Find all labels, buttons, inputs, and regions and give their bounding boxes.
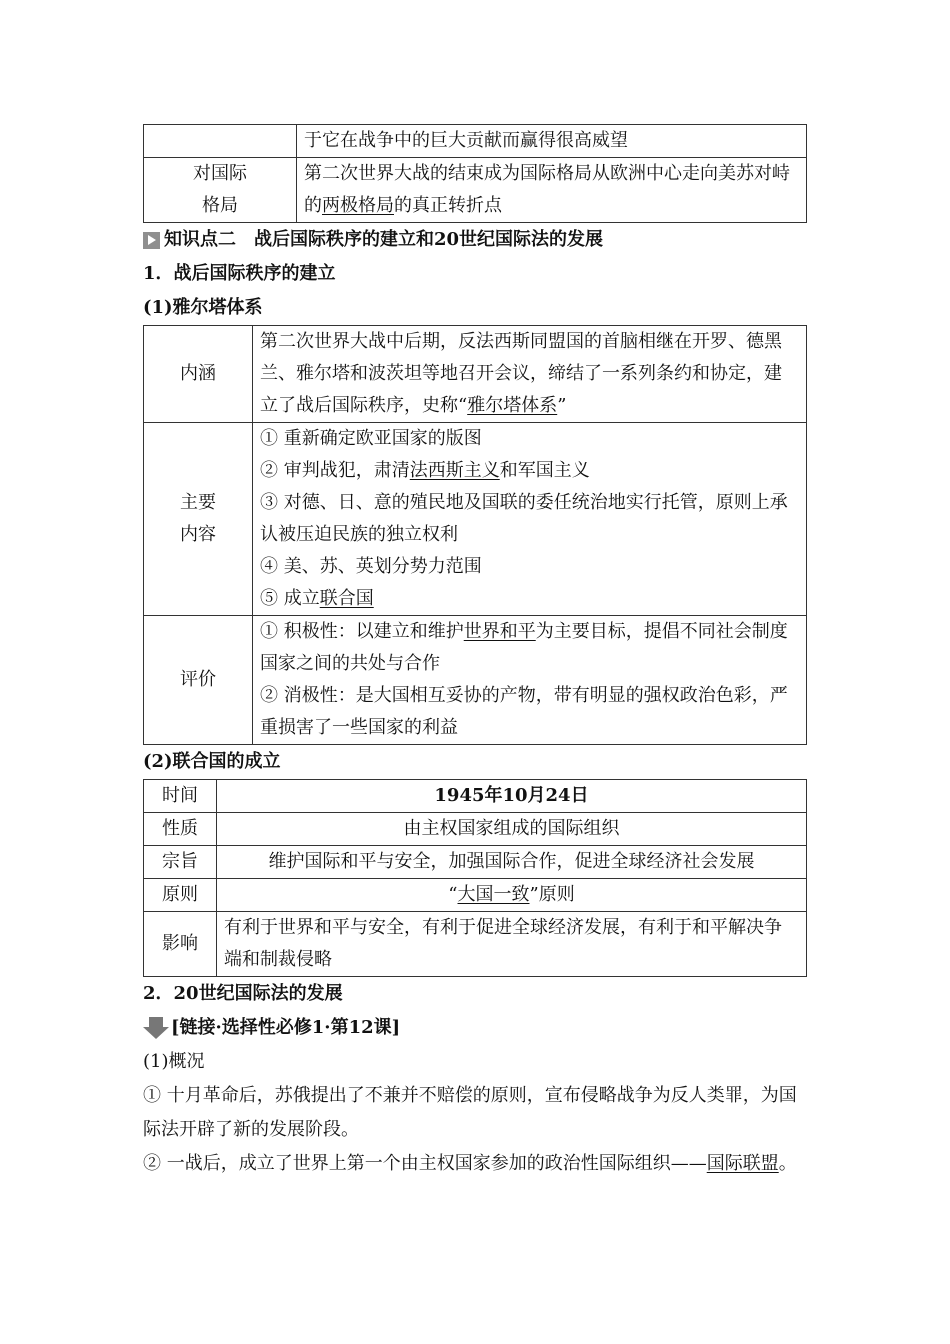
text: 和军国主义 bbox=[499, 460, 590, 481]
table-row bbox=[144, 780, 807, 813]
table-content-cell: 维护国际和平与安全，加强国际合作，促进全球经济社会发展 bbox=[217, 846, 807, 879]
list-item bbox=[260, 583, 799, 615]
knowledge-point-heading bbox=[143, 223, 807, 257]
list-item: ③ 对德、日、意的殖民地及国联的委任统治地实行托管，原则上承认被压迫民族的独立权利 bbox=[260, 492, 788, 545]
text: 的真正转折点 bbox=[394, 195, 502, 216]
table-label-cell: 时间 bbox=[144, 780, 217, 813]
text: 。 bbox=[778, 1153, 797, 1174]
table-content-cell bbox=[217, 879, 807, 912]
section-title: 1．战后国际秩序的建立 bbox=[143, 263, 336, 284]
paragraph: ① 十月革命后，苏俄提出了不兼并不赔偿的原则，宣布侵略战争为反人类罪，为国际法开辟了新的发展阶段。 bbox=[143, 1085, 797, 1140]
table-row bbox=[144, 158, 807, 223]
text: 第二次世界大战中后期，反法西斯同盟国的首脑相继在开罗、德黑兰、雅尔塔和波茨坦等地召开会议，缔结了一系列条约和协定，建立了战后国际秩序，史称“ bbox=[260, 331, 782, 416]
table-label-cell: 内涵 bbox=[144, 326, 253, 423]
link-heading bbox=[143, 1011, 807, 1045]
table-content-cell: 于它在战争中的巨大贡献而赢得很高威望 bbox=[297, 125, 807, 158]
heading-text: 知识点二 战后国际秩序的建立和20世纪国际法的发展 bbox=[164, 229, 604, 250]
list-item bbox=[260, 455, 799, 487]
table-label-cell: 评价 bbox=[144, 616, 253, 745]
table-label-cell bbox=[144, 125, 297, 158]
section-title: 2．20世纪国际法的发展 bbox=[143, 983, 343, 1004]
label-line: 内容 bbox=[180, 524, 216, 545]
label-line: 主要 bbox=[180, 492, 216, 513]
underlined-term: 大国一致 bbox=[457, 884, 530, 905]
table-row bbox=[144, 879, 807, 912]
table-content-cell: 1945年10月24日 bbox=[217, 780, 807, 813]
table-content-cell: 有利于世界和平与安全，有利于促进全球经济发展，有利于和平解决争端和制裁侵略 bbox=[217, 912, 807, 977]
list-item bbox=[260, 616, 799, 680]
underlined-term: 国际联盟 bbox=[706, 1153, 779, 1174]
text: 第二次世界大战的结束成为国际格局从欧洲中心走向美苏对峙的 bbox=[304, 163, 790, 216]
table-row bbox=[144, 846, 807, 879]
table-label-cell: 性质 bbox=[144, 813, 217, 846]
influence-table bbox=[143, 124, 807, 223]
underlined-term: 两极格局 bbox=[322, 195, 394, 216]
list-item: ② 消极性：是大国相互妥协的产物，带有明显的强权政治色彩，严重损害了一些国家的利益 bbox=[260, 685, 788, 738]
table-content-cell bbox=[253, 326, 807, 423]
table-row bbox=[144, 616, 807, 745]
table-label-cell bbox=[144, 423, 253, 616]
underlined-term: 世界和平 bbox=[463, 621, 536, 642]
paragraph bbox=[143, 1147, 807, 1181]
text: ”原则 bbox=[529, 884, 575, 905]
table-label-cell: 原则 bbox=[144, 879, 217, 912]
subsection-title: (1)雅尔塔体系 bbox=[143, 297, 263, 318]
table-row bbox=[144, 423, 807, 616]
text: “ bbox=[448, 884, 458, 905]
document-page bbox=[143, 124, 807, 1181]
yalta-system-table bbox=[143, 325, 807, 745]
subsection-title: (1)概况 bbox=[143, 1051, 205, 1072]
list-item: ④ 美、苏、英划分势力范围 bbox=[260, 556, 482, 577]
table-label-cell: 影响 bbox=[144, 912, 217, 977]
text: ” bbox=[557, 395, 567, 416]
table-row bbox=[144, 326, 807, 423]
table-label-cell bbox=[144, 158, 297, 223]
text: ② 一战后，成立了世界上第一个由主权国家参加的政治性国际组织—— bbox=[143, 1153, 707, 1174]
table-content-cell bbox=[253, 423, 807, 616]
label-line: 格局 bbox=[202, 195, 238, 216]
down-arrow-icon bbox=[143, 1017, 169, 1039]
underlined-term: 联合国 bbox=[319, 588, 374, 609]
play-triangle-icon bbox=[143, 232, 160, 249]
text: ② 审判战犯，肃清 bbox=[260, 460, 410, 481]
underlined-term: 雅尔塔体系 bbox=[467, 395, 558, 416]
table-content-cell bbox=[253, 616, 807, 745]
text: 为主要目标，提倡不同社会制度国家之间的共处与合作 bbox=[260, 621, 788, 674]
table-row bbox=[144, 813, 807, 846]
link-text: [链接·选择性必修1·第12课] bbox=[171, 1017, 401, 1038]
table-row bbox=[144, 125, 807, 158]
subsection-title: (2)联合国的成立 bbox=[143, 751, 281, 772]
text: ① 积极性：以建立和维护 bbox=[260, 621, 464, 642]
label-line: 对国际 bbox=[193, 163, 247, 184]
table-row bbox=[144, 912, 807, 977]
text: ⑤ 成立 bbox=[260, 588, 320, 609]
table-content-cell: 由主权国家组成的国际组织 bbox=[217, 813, 807, 846]
table-content-cell bbox=[297, 158, 807, 223]
list-item: ① 重新确定欧亚国家的版图 bbox=[260, 428, 482, 449]
un-founding-table bbox=[143, 779, 807, 977]
table-label-cell: 宗旨 bbox=[144, 846, 217, 879]
underlined-term: 法西斯主义 bbox=[409, 460, 500, 481]
